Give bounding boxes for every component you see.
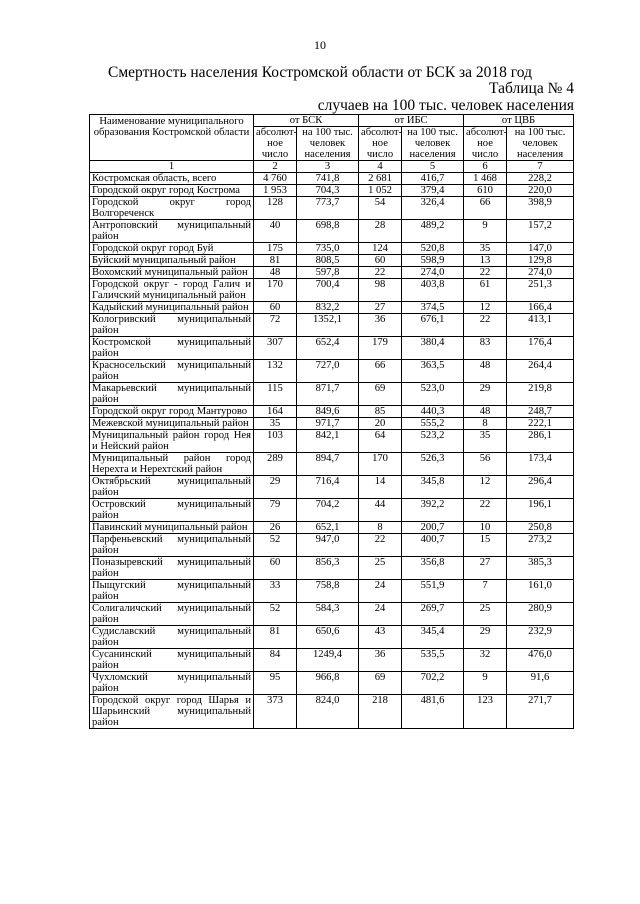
value-cell: 220,0 — [507, 185, 574, 197]
table-row — [90, 173, 574, 185]
value-cell: 523,2 — [402, 430, 464, 453]
value-cell: 676,1 — [402, 314, 464, 337]
value-cell: 652,4 — [297, 337, 359, 360]
value-cell: 54 — [359, 197, 402, 220]
value-cell: 4 760 — [254, 173, 297, 185]
value-cell: 363,5 — [402, 360, 464, 383]
value-cell: 273,2 — [507, 534, 574, 557]
value-cell: 25 — [464, 603, 507, 626]
value-cell: 704,2 — [297, 499, 359, 522]
table-row — [90, 314, 574, 337]
value-cell: 413,1 — [507, 314, 574, 337]
column-number-row — [90, 161, 574, 173]
value-cell: 48 — [464, 360, 507, 383]
value-cell: 832,2 — [297, 302, 359, 314]
value-cell: 716,4 — [297, 476, 359, 499]
municipality-name: Городской округ город Мантурово — [90, 406, 254, 418]
municipality-name: Городской округ город Буй — [90, 243, 254, 255]
value-cell: 79 — [254, 499, 297, 522]
value-cell: 856,3 — [297, 557, 359, 580]
value-cell: 98 — [359, 279, 402, 302]
municipality-name: Костромская область, всего — [90, 173, 254, 185]
value-cell: 35 — [464, 430, 507, 453]
value-cell: 69 — [359, 383, 402, 406]
value-cell: 44 — [359, 499, 402, 522]
value-cell: 735,0 — [297, 243, 359, 255]
value-cell: 15 — [464, 534, 507, 557]
municipality-name: Кадыйский муниципальный район — [90, 302, 254, 314]
value-cell: 824,0 — [297, 695, 359, 729]
value-cell: 894,7 — [297, 453, 359, 476]
value-cell: 115 — [254, 383, 297, 406]
value-cell: 584,3 — [297, 603, 359, 626]
value-cell: 416,7 — [402, 173, 464, 185]
value-cell: 2 681 — [359, 173, 402, 185]
value-cell: 60 — [254, 557, 297, 580]
table-row — [90, 267, 574, 279]
value-cell: 85 — [359, 406, 402, 418]
subheader-rate: на 100 тыс. человек населения — [297, 127, 359, 161]
group-header-ibs: от ИБС — [359, 115, 464, 127]
value-cell: 91,6 — [507, 672, 574, 695]
municipality-name: Сусанинский муниципальный район — [90, 649, 254, 672]
municipality-name: Солигаличский муниципальный район — [90, 603, 254, 626]
value-cell: 166,4 — [507, 302, 574, 314]
value-cell: 26 — [254, 522, 297, 534]
municipality-name: Городской округ город Шарья и Шарьинский муниципальный район — [90, 695, 254, 729]
value-cell: 727,0 — [297, 360, 359, 383]
value-cell: 14 — [359, 476, 402, 499]
value-cell: 196,1 — [507, 499, 574, 522]
value-cell: 200,7 — [402, 522, 464, 534]
value-cell: 32 — [464, 649, 507, 672]
value-cell: 48 — [254, 267, 297, 279]
value-cell: 84 — [254, 649, 297, 672]
value-cell: 103 — [254, 430, 297, 453]
table-row — [90, 185, 574, 197]
value-cell: 52 — [254, 603, 297, 626]
value-cell: 170 — [359, 453, 402, 476]
value-cell: 176,4 — [507, 337, 574, 360]
value-cell: 650,6 — [297, 626, 359, 649]
municipality-name: Кологривский муниципальный район — [90, 314, 254, 337]
mortality-table — [89, 114, 574, 729]
value-cell: 269,7 — [402, 603, 464, 626]
table-row — [90, 302, 574, 314]
value-cell: 652,1 — [297, 522, 359, 534]
value-cell: 289 — [254, 453, 297, 476]
municipality-name: Октябрьский муниципальный район — [90, 476, 254, 499]
table-row — [90, 197, 574, 220]
value-cell: 700,4 — [297, 279, 359, 302]
value-cell: 222,1 — [507, 418, 574, 430]
municipality-name: Красносельский муниципальный район — [90, 360, 254, 383]
group-header-bsk: от БСК — [254, 115, 359, 127]
value-cell: 35 — [254, 418, 297, 430]
value-cell: 849,6 — [297, 406, 359, 418]
value-cell: 9 — [464, 672, 507, 695]
value-cell: 28 — [359, 220, 402, 243]
column-number: 3 — [297, 161, 359, 173]
value-cell: 36 — [359, 314, 402, 337]
subheader-absolute: абсолютное число — [359, 127, 402, 161]
value-cell: 72 — [254, 314, 297, 337]
table-row — [90, 534, 574, 557]
table-row — [90, 499, 574, 522]
value-cell: 526,3 — [402, 453, 464, 476]
value-cell: 43 — [359, 626, 402, 649]
value-cell: 12 — [464, 476, 507, 499]
value-cell: 551,9 — [402, 580, 464, 603]
value-cell: 966,8 — [297, 672, 359, 695]
value-cell: 52 — [254, 534, 297, 557]
value-cell: 179 — [359, 337, 402, 360]
column-number: 5 — [402, 161, 464, 173]
value-cell: 173,4 — [507, 453, 574, 476]
value-cell: 33 — [254, 580, 297, 603]
value-cell: 274,0 — [507, 267, 574, 279]
value-cell: 264,4 — [507, 360, 574, 383]
municipality-name: Муниципальный район город Нея и Нейский район — [90, 430, 254, 453]
value-cell: 250,8 — [507, 522, 574, 534]
value-cell: 1 953 — [254, 185, 297, 197]
value-cell: 35 — [464, 243, 507, 255]
value-cell: 379,4 — [402, 185, 464, 197]
value-cell: 773,7 — [297, 197, 359, 220]
column-number: 4 — [359, 161, 402, 173]
value-cell: 1 468 — [464, 173, 507, 185]
column-number: 7 — [507, 161, 574, 173]
table-row — [90, 255, 574, 267]
value-cell: 1352,1 — [297, 314, 359, 337]
value-cell: 13 — [464, 255, 507, 267]
value-cell: 476,0 — [507, 649, 574, 672]
column-number: 2 — [254, 161, 297, 173]
municipality-name: Муниципальный район город Нерехта и Нерехтский район — [90, 453, 254, 476]
value-cell: 345,8 — [402, 476, 464, 499]
column-number: 1 — [90, 161, 254, 173]
table-row — [90, 243, 574, 255]
municipality-name: Чухломский муниципальный район — [90, 672, 254, 695]
value-cell: 971,7 — [297, 418, 359, 430]
table-row — [90, 522, 574, 534]
group-header-cvb: от ЦВБ — [464, 115, 574, 127]
value-cell: 8 — [359, 522, 402, 534]
value-cell: 702,2 — [402, 672, 464, 695]
value-cell: 56 — [464, 453, 507, 476]
value-cell: 698,8 — [297, 220, 359, 243]
value-cell: 60 — [359, 255, 402, 267]
subheader-absolute: абсолютное число — [254, 127, 297, 161]
municipality-name: Городской округ город Кострома — [90, 185, 254, 197]
table-row — [90, 672, 574, 695]
value-cell: 374,5 — [402, 302, 464, 314]
table-row — [90, 603, 574, 626]
value-cell: 440,3 — [402, 406, 464, 418]
table-row — [90, 418, 574, 430]
value-cell: 95 — [254, 672, 297, 695]
header-row-groups — [90, 115, 574, 127]
value-cell: 523,0 — [402, 383, 464, 406]
value-cell: 385,3 — [507, 557, 574, 580]
municipality-name: Поназыревский муниципальный район — [90, 557, 254, 580]
value-cell: 10 — [464, 522, 507, 534]
value-cell: 392,2 — [402, 499, 464, 522]
value-cell: 27 — [359, 302, 402, 314]
value-cell: 40 — [254, 220, 297, 243]
page-number: 10 — [314, 38, 326, 52]
value-cell: 7 — [464, 580, 507, 603]
table-row — [90, 279, 574, 302]
municipality-name: Островский муниципальный район — [90, 499, 254, 522]
value-cell: 22 — [359, 534, 402, 557]
subheader-absolute: абсолютное число — [464, 127, 507, 161]
value-cell: 20 — [359, 418, 402, 430]
value-cell: 232,9 — [507, 626, 574, 649]
value-cell: 66 — [359, 360, 402, 383]
value-cell: 520,8 — [402, 243, 464, 255]
value-cell: 22 — [464, 267, 507, 279]
value-cell: 25 — [359, 557, 402, 580]
value-cell: 24 — [359, 603, 402, 626]
name-column-header: Наименование муниципального образования Костромской области — [90, 115, 254, 161]
value-cell: 29 — [254, 476, 297, 499]
value-cell: 842,1 — [297, 430, 359, 453]
value-cell: 164 — [254, 406, 297, 418]
value-cell: 481,6 — [402, 695, 464, 729]
table-row — [90, 383, 574, 406]
value-cell: 27 — [464, 557, 507, 580]
municipality-name: Городской округ - город Галич и Галичский муниципальный район — [90, 279, 254, 302]
value-cell: 9 — [464, 220, 507, 243]
table-label: Таблица № 4 — [489, 80, 574, 97]
value-cell: 81 — [254, 255, 297, 267]
value-cell: 248,7 — [507, 406, 574, 418]
value-cell: 161,0 — [507, 580, 574, 603]
value-cell: 22 — [464, 314, 507, 337]
value-cell: 36 — [359, 649, 402, 672]
value-cell: 758,8 — [297, 580, 359, 603]
value-cell: 1 052 — [359, 185, 402, 197]
municipality-name: Межевской муниципальный район — [90, 418, 254, 430]
municipality-name: Пыщугский муниципальный район — [90, 580, 254, 603]
table-row — [90, 337, 574, 360]
value-cell: 286,1 — [507, 430, 574, 453]
value-cell: 597,8 — [297, 267, 359, 279]
table-row — [90, 695, 574, 729]
value-cell: 124 — [359, 243, 402, 255]
table-row — [90, 360, 574, 383]
value-cell: 274,0 — [402, 267, 464, 279]
value-cell: 48 — [464, 406, 507, 418]
value-cell: 398,9 — [507, 197, 574, 220]
value-cell: 22 — [464, 499, 507, 522]
value-cell: 555,2 — [402, 418, 464, 430]
value-cell: 228,2 — [507, 173, 574, 185]
table-row — [90, 649, 574, 672]
subheader-rate: на 100 тыс. человек населения — [402, 127, 464, 161]
value-cell: 8 — [464, 418, 507, 430]
value-cell: 29 — [464, 626, 507, 649]
column-number: 6 — [464, 161, 507, 173]
municipality-name: Буйский муниципальный район — [90, 255, 254, 267]
table-body — [90, 173, 574, 729]
value-cell: 22 — [359, 267, 402, 279]
value-cell: 29 — [464, 383, 507, 406]
value-cell: 610 — [464, 185, 507, 197]
value-cell: 61 — [464, 279, 507, 302]
municipality-name: Антроповский муниципальный район — [90, 220, 254, 243]
municipality-name: Павинский муниципальный район — [90, 522, 254, 534]
value-cell: 251,3 — [507, 279, 574, 302]
value-cell: 307 — [254, 337, 297, 360]
table-row — [90, 430, 574, 453]
table-row — [90, 220, 574, 243]
value-cell: 1249,4 — [297, 649, 359, 672]
table-row — [90, 453, 574, 476]
value-cell: 175 — [254, 243, 297, 255]
value-cell: 400,7 — [402, 534, 464, 557]
value-cell: 598,9 — [402, 255, 464, 267]
value-cell: 345,4 — [402, 626, 464, 649]
value-cell: 157,2 — [507, 220, 574, 243]
table-row — [90, 580, 574, 603]
municipality-name: Городской округ город Волгореченск — [90, 197, 254, 220]
value-cell: 403,8 — [402, 279, 464, 302]
value-cell: 489,2 — [402, 220, 464, 243]
value-cell: 129,8 — [507, 255, 574, 267]
value-cell: 271,7 — [507, 695, 574, 729]
value-cell: 170 — [254, 279, 297, 302]
value-cell: 280,9 — [507, 603, 574, 626]
value-cell: 147,0 — [507, 243, 574, 255]
subheader-rate: на 100 тыс. человек населения — [507, 127, 574, 161]
municipality-name: Макарьевский муниципальный район — [90, 383, 254, 406]
value-cell: 741,8 — [297, 173, 359, 185]
table-row — [90, 406, 574, 418]
table-row — [90, 476, 574, 499]
municipality-name: Костромской муниципальный район — [90, 337, 254, 360]
value-cell: 380,4 — [402, 337, 464, 360]
value-cell: 219,8 — [507, 383, 574, 406]
units-caption: случаев на 100 тыс. человек населения — [317, 97, 574, 114]
value-cell: 704,3 — [297, 185, 359, 197]
value-cell: 218 — [359, 695, 402, 729]
value-cell: 123 — [464, 695, 507, 729]
value-cell: 60 — [254, 302, 297, 314]
value-cell: 69 — [359, 672, 402, 695]
value-cell: 12 — [464, 302, 507, 314]
value-cell: 373 — [254, 695, 297, 729]
document-title: Смертность населения Костромской области от БСК за 2018 год — [108, 64, 532, 81]
value-cell: 296,4 — [507, 476, 574, 499]
value-cell: 83 — [464, 337, 507, 360]
table-row — [90, 557, 574, 580]
municipality-name: Судиславский муниципальный район — [90, 626, 254, 649]
value-cell: 128 — [254, 197, 297, 220]
value-cell: 947,0 — [297, 534, 359, 557]
value-cell: 808,5 — [297, 255, 359, 267]
value-cell: 24 — [359, 580, 402, 603]
value-cell: 871,7 — [297, 383, 359, 406]
value-cell: 132 — [254, 360, 297, 383]
table-row — [90, 626, 574, 649]
value-cell: 66 — [464, 197, 507, 220]
value-cell: 356,8 — [402, 557, 464, 580]
municipality-name: Вохомский муниципальный район — [90, 267, 254, 279]
value-cell: 326,4 — [402, 197, 464, 220]
value-cell: 81 — [254, 626, 297, 649]
value-cell: 535,5 — [402, 649, 464, 672]
value-cell: 64 — [359, 430, 402, 453]
municipality-name: Парфеньевский муниципальный район — [90, 534, 254, 557]
